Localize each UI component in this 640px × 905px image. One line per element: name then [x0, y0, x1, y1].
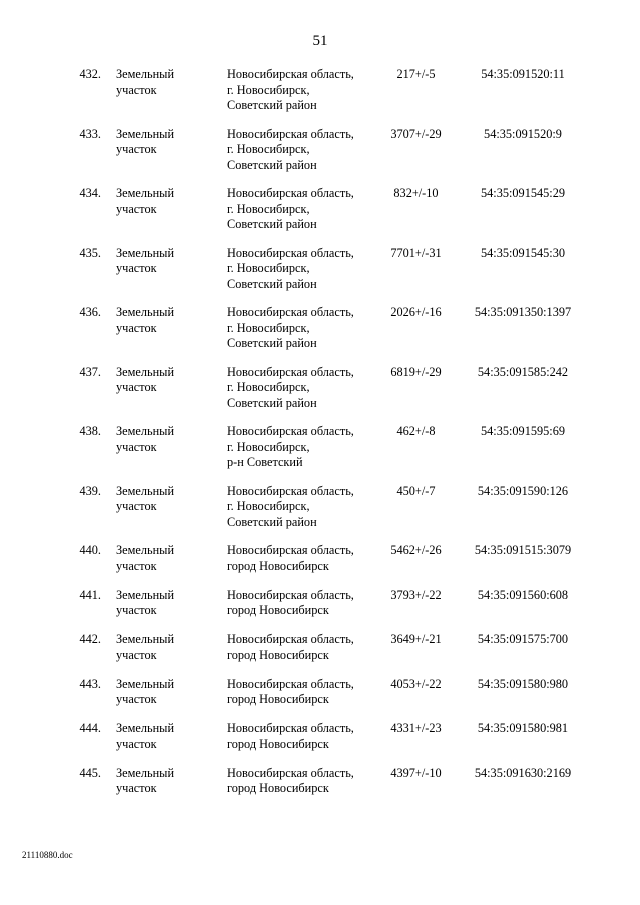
- object-address: Новосибирская область, город Новосибирск: [227, 676, 354, 706]
- cadastral-number: 54:35:091520:9: [484, 126, 562, 141]
- object-type: Земельный участок: [116, 364, 175, 394]
- object-type: Земельный участок: [116, 721, 175, 751]
- object-area: 3707+/-29: [390, 126, 442, 141]
- object-area: 6819+/-29: [390, 364, 442, 379]
- land-plots-table: [66, 67, 591, 810]
- object-type: Земельный участок: [116, 245, 175, 275]
- row-number: 442.: [79, 632, 101, 646]
- row-number: 440.: [79, 543, 101, 557]
- object-address: Новосибирская область, город Новосибирск: [227, 721, 354, 751]
- object-area: 217+/-5: [396, 67, 436, 81]
- row-number: 432.: [79, 67, 101, 81]
- object-address: Новосибирская область, город Новосибирск: [227, 543, 354, 573]
- object-type: Земельный участок: [116, 587, 175, 617]
- row-number: 445.: [79, 765, 101, 780]
- object-address: Новосибирская область, г. Новосибирск, Советский район: [227, 245, 354, 291]
- object-area: 5462+/-26: [390, 543, 442, 557]
- object-area: 2026+/-16: [390, 305, 442, 319]
- table-row: [66, 365, 591, 425]
- table-row: [66, 246, 591, 306]
- table-row: [66, 677, 591, 722]
- table-row: [66, 766, 591, 811]
- object-address: Новосибирская область, г. Новосибирск, Советский район: [227, 186, 354, 231]
- table-row: [66, 424, 591, 484]
- table-row: [66, 632, 591, 677]
- object-area: 462+/-8: [396, 424, 436, 438]
- object-type: Земельный участок: [116, 126, 175, 156]
- row-number: 434.: [79, 186, 101, 200]
- object-type: Земельный участок: [116, 186, 175, 216]
- cadastral-number: 54:35:091545:30: [480, 245, 566, 260]
- object-type: Земельный участок: [116, 305, 175, 335]
- object-type: Земельный участок: [116, 483, 175, 513]
- object-type: Земельный участок: [116, 632, 175, 662]
- table-row: [66, 127, 591, 187]
- table-row: [66, 588, 591, 633]
- object-type: Земельный участок: [116, 765, 175, 795]
- row-number: 441.: [79, 587, 101, 602]
- object-area: 4331+/-23: [390, 721, 442, 735]
- cadastral-number: 54:35:091595:69: [480, 424, 566, 438]
- table-row: [66, 484, 591, 544]
- cadastral-number: 54:35:091520:11: [481, 67, 565, 81]
- row-number: 436.: [79, 305, 101, 319]
- cadastral-number: 54:35:091545:29: [480, 186, 566, 200]
- cadastral-number: 54:35:091585:242: [477, 364, 569, 379]
- object-area: 4397+/-10: [390, 765, 442, 780]
- object-area: 450+/-7: [396, 483, 436, 498]
- object-type: Земельный участок: [116, 676, 175, 706]
- cadastral-number: 54:35:091560:608: [477, 587, 569, 602]
- cadastral-number: 54:35:091580:980: [477, 676, 569, 691]
- object-address: Новосибирская область, г. Новосибирск, Советский район: [227, 305, 354, 350]
- object-area: 4053+/-22: [390, 676, 442, 691]
- object-address: Новосибирская область, г. Новосибирск, Советский район: [227, 364, 354, 410]
- cadastral-number: 54:35:091515:3079: [474, 543, 572, 557]
- object-address: Новосибирская область, г. Новосибирск, Советский район: [227, 126, 354, 172]
- cadastral-number: 54:35:091350:1397: [474, 305, 572, 319]
- object-type: Земельный участок: [116, 543, 175, 573]
- object-address: Новосибирская область, город Новосибирск: [227, 587, 354, 617]
- page-number: 51: [312, 33, 328, 49]
- table-row: [66, 543, 591, 588]
- row-number: 433.: [79, 126, 101, 141]
- row-number: 439.: [79, 483, 101, 498]
- row-number: 437.: [79, 364, 101, 379]
- object-address: Новосибирская область, г. Новосибирск, Советский район: [227, 483, 354, 529]
- table-row: [66, 305, 591, 365]
- object-area: 3649+/-21: [390, 632, 442, 646]
- row-number: 443.: [79, 676, 101, 691]
- document-filename: 21110880.doc: [22, 850, 73, 860]
- object-address: Новосибирская область, город Новосибирск: [227, 632, 354, 662]
- row-number: 444.: [79, 721, 101, 735]
- object-address: Новосибирская область, г. Новосибирск, Советский район: [227, 67, 354, 112]
- object-address: Новосибирская область, г. Новосибирск, р-н Советский: [227, 424, 354, 469]
- object-address: Новосибирская область, город Новосибирск: [227, 765, 354, 795]
- cadastral-number: 54:35:091580:981: [477, 721, 569, 735]
- table-row: [66, 721, 591, 766]
- object-area: 832+/-10: [393, 186, 439, 200]
- object-area: 7701+/-31: [390, 245, 442, 260]
- cadastral-number: 54:35:091590:126: [477, 483, 569, 498]
- table-row: [66, 67, 591, 127]
- cadastral-number: 54:35:091630:2169: [474, 765, 572, 780]
- object-type: Земельный участок: [116, 67, 175, 97]
- row-number: 438.: [79, 424, 101, 438]
- cadastral-number: 54:35:091575:700: [477, 632, 569, 646]
- object-area: 3793+/-22: [390, 587, 442, 602]
- table-row: [66, 186, 591, 246]
- row-number: 435.: [79, 245, 101, 260]
- object-type: Земельный участок: [116, 424, 175, 454]
